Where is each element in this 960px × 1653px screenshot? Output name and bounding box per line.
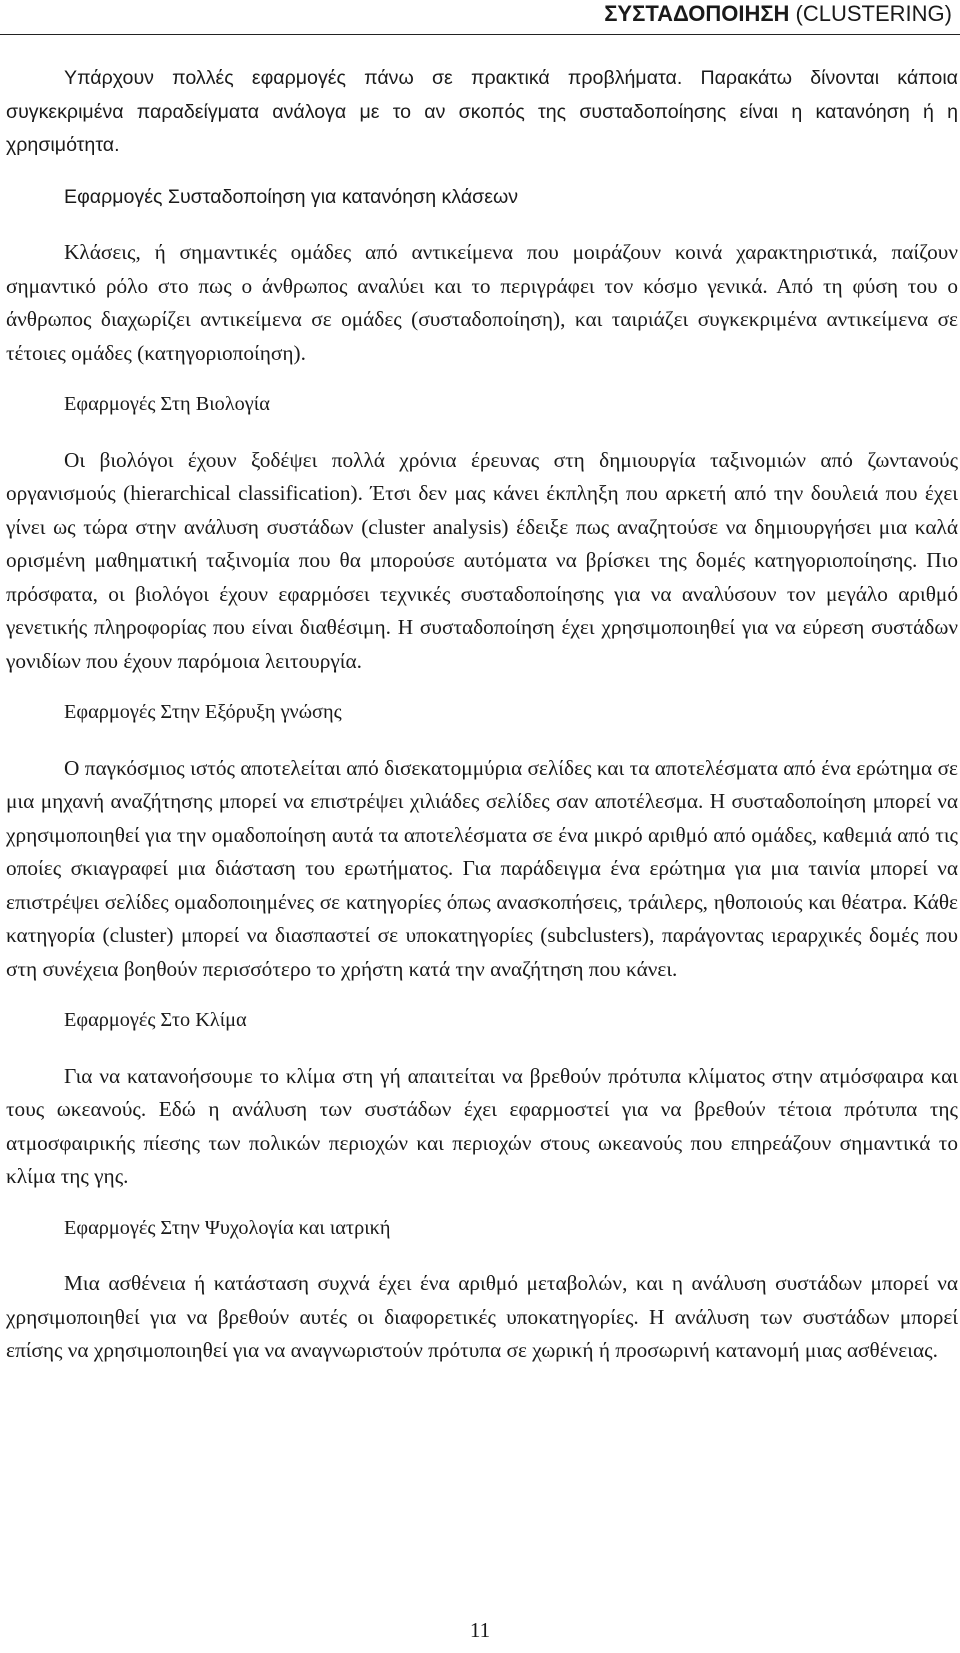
section-heading-knowledge-mining: Εφαρμογές Στην Εξόρυξη γνώσης <box>64 701 342 723</box>
section-heading-biology: Εφαρμογές Στη Βιολογία <box>64 393 270 415</box>
section-heading-understanding: Εφαρμογές Συσταδοποίηση για κατανόηση κλάσεων <box>64 185 519 208</box>
section-body-knowledge-mining: Ο παγκόσμιος ιστός αποτελείται από δισεκατομμύρια σελίδες και τα αποτελέσματα από ένα ερώτημα σε μια μηχανή αναζήτησης μπορεί να επιστρέψει χιλιάδες σελίδες σαν αποτέλεσμα. Η συσταδοποίηση μπορεί να χρησιμοποιηθεί για την ομαδοποίηση αυτά τα αποτελέσματα σε ένα μικρό αριθμό από ομάδες, καθεμιά από τις οποίες σκιαγραφεί μια διάσταση του ερωτήματος. Για παράδειγμα ένα ερώτημα για μια ταινία μπορεί να επιστρέψει σελίδες ομαδοποιημένες σε κατηγορίες όπως ανασκοπήσεις, τράιλερς, ηθοποιούς και θέατρα. Κάθε κατηγορία (cluster) μπορεί να διασπαστεί σε υποκατηγορίες (subclusters), παράγοντας ιεραρχικές δομές που στη συνέχεια βοηθούν περισσότερο το χρήστη κατά την αναζήτηση που κάνει. <box>6 755 958 981</box>
section-body-climate: Για να κατανοήσουμε το κλίμα στη γή απαιτείται να βρεθούν πρότυπα κλίματος στην ατμόσφαιρα και τους ωκεανούς. Εδώ η ανάλυση των συστάδων έχει εφαρμοστεί για να βρεθούν τέτοια πρότυπα της ατμοσφαιρικής πίεσης των πολικών περιοχών και περιοχών στους ωκεανούς που επηρεάζουν σημαντικά το κλίμα της γης. <box>6 1063 958 1188</box>
running-title <box>604 0 952 28</box>
intro-paragraph: Υπάρχουν πολλές εφαρμογές πάνω σε πρακτικά προβλήματα. Παρακάτω δίνονται κάποια συγκεκριμένα παραδείγματα ανάλογα με το αν σκοπός της συσταδοποίησης είναι η κατανόηση ή η χρησιμότητα. <box>6 67 958 156</box>
running-title-bold: ΣΥΣΤΑΔΟΠΟΙΗΣΗ <box>604 1 790 26</box>
section-body-understanding: Κλάσεις, ή σημαντικές ομάδες από αντικείμενα που μοιράζουν κοινά χαρακτηριστικά, παίζουν σημαντικό ρόλο στο πως ο άνθρωπος αναλύει και το περιγράφει τον κόσμο γενικά. Από τη φύση του ο άνθρωπος διαχωρίζει αντικείμενα σε ομάδες (συσταδοποίηση), και ταιριάζει συγκεκριμένα αντικείμενα σε τέτοιες ομάδες (κατηγοριοποίηση). <box>6 240 958 365</box>
section-heading-climate: Εφαρμογές Στο Κλίμα <box>64 1009 247 1031</box>
running-title-rest: (CLUSTERING) <box>789 1 952 26</box>
section-heading-psychology-medicine: Εφαρμογές Στην Ψυχολογία και ιατρική <box>64 1216 391 1239</box>
page-number: 11 <box>469 1618 491 1642</box>
section-body-psychology-medicine: Μια ασθένεια ή κατάσταση συχνά έχει ένα αριθμό μεταβολών, και η ανάλυση συστάδων μπορεί να χρησιμοποιηθεί για να βρεθούν αυτές οι διαφορετικές υποκατηγορίες. Η ανάλυση των συστάδων μπορεί επίσης να χρησιμοποιηθεί για να αναγνωριστούν πρότυπα σε χωρική ή προσωρινή κατανομή μιας ασθένειας. <box>6 1271 958 1362</box>
header-divider <box>0 34 960 35</box>
page-body <box>6 62 958 1368</box>
section-body-biology: Οι βιολόγοι έχουν ξοδέψει πολλά χρόνια έρευνας στη δημιουργία ταξινομιών από ζωντανούς οργανισμούς (hierarchical classification). Έτσι δεν μας κάνει έκπληξη που αρκετή από την δουλειά που έχει γίνει ως τώρα στην ανάλυση συστάδων (cluster analysis) έδειξε πως αναζητούσε να δημιουργήσει μια καλά ορισμένη μαθηματική ταξινομία που θα μπορούσε αυτόματα να βρίσκει της δομές κατηγοριοποίησης. Πιο πρόσφατα, οι βιολόγοι έχουν εφαρμόσει τεχνικές συσταδοποίησης για να αναλύσουν τον μεγάλο αριθμό γενετικής πληροφορίας που είναι διαθέσιμη. Η συσταδοποίηση έχει χρησιμοποιηθεί για να εύρεση συστάδων γονιδίων που έχουν παρόμοια λειτουργία. <box>6 447 958 673</box>
page-header <box>0 0 960 34</box>
